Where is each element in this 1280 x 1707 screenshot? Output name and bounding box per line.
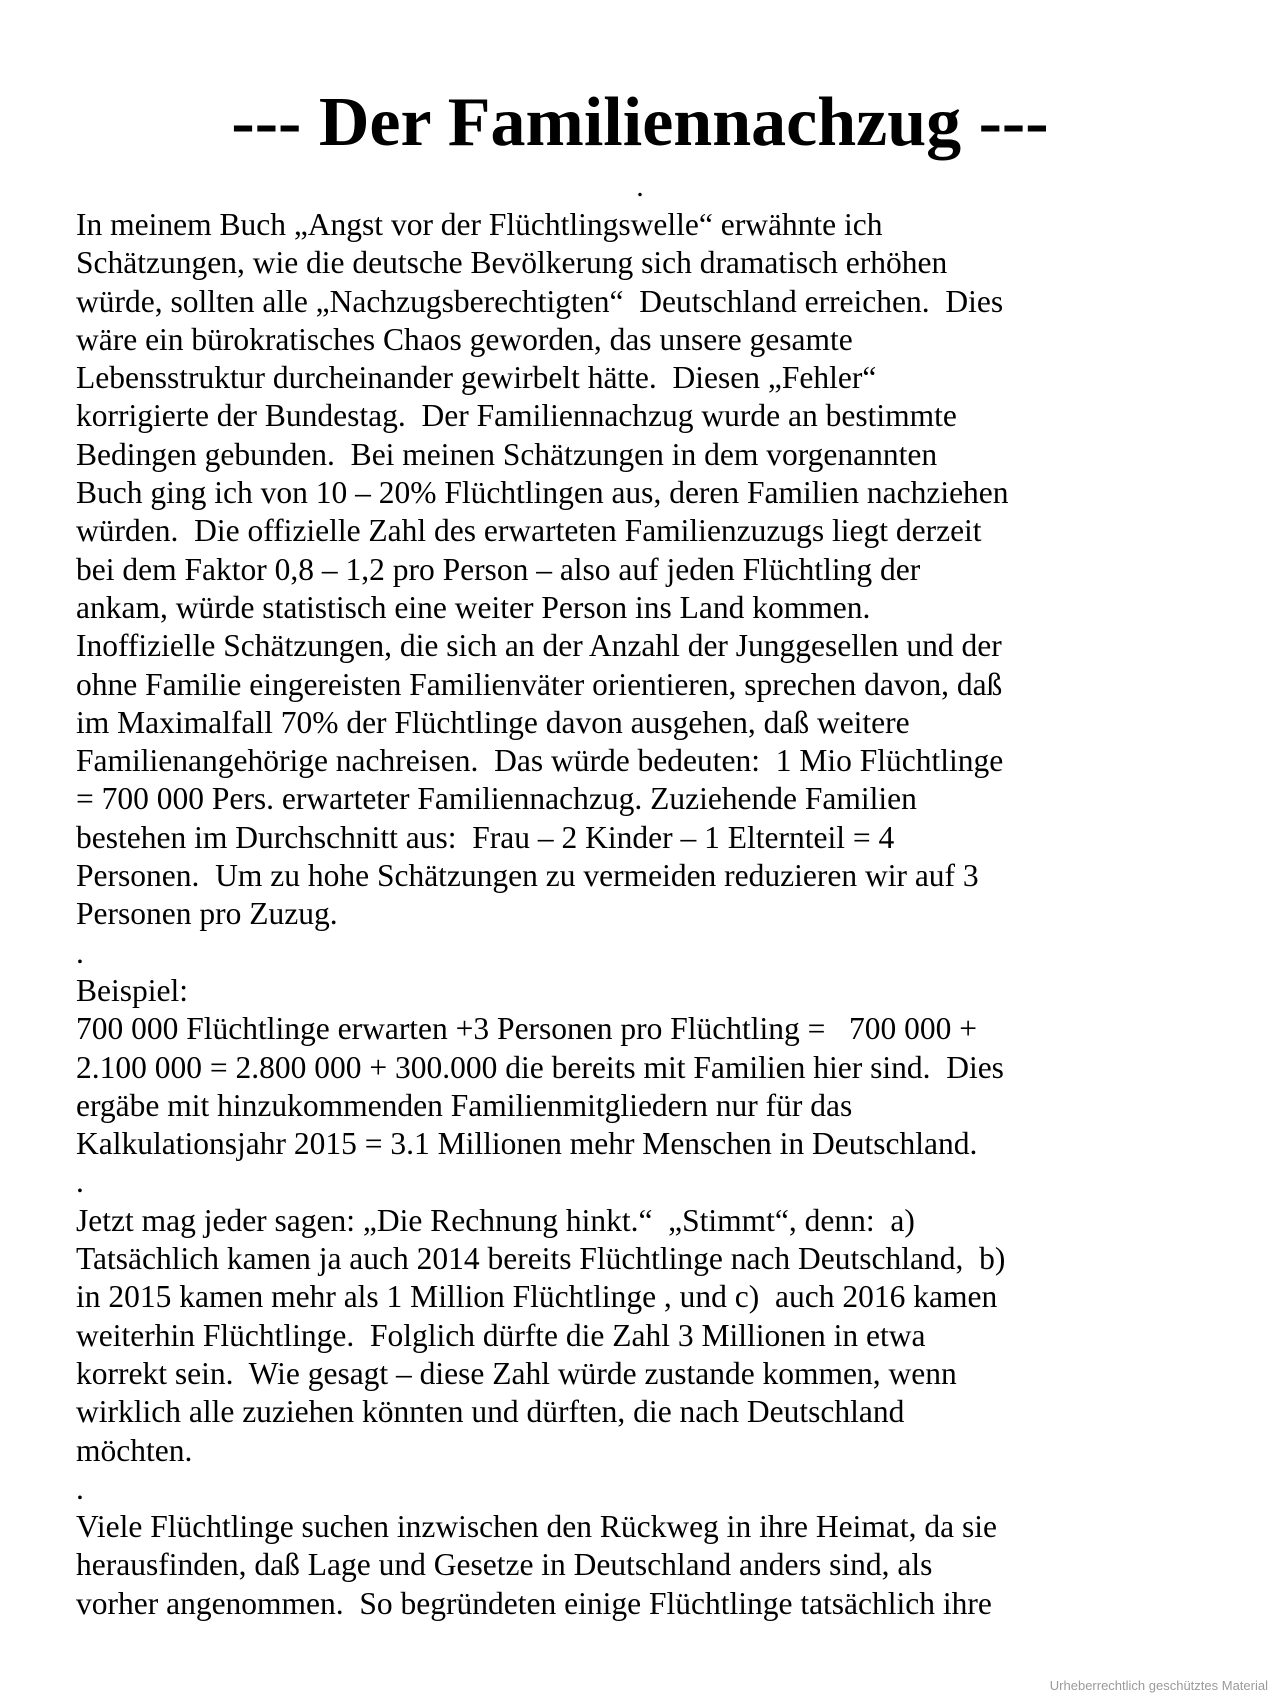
separator-dot: .	[76, 1164, 84, 1200]
text-line: Personen. Um zu hohe Schätzungen zu vermeiden reduzieren wir auf 3	[76, 858, 979, 894]
text-line: Schätzungen, wie die deutsche Bevölkerung sich dramatisch erhöhen	[76, 245, 948, 281]
text-line: 700 000 Flüchtlinge erwarten +3 Personen pro Flüchtling = 700 000 +	[76, 1011, 978, 1047]
text-line: ohne Familie eingereisten Familienväter orientieren, sprechen davon, daß	[76, 666, 1003, 702]
text-line: möchten.	[76, 1432, 193, 1468]
text-line: Personen pro Zuzug.	[76, 896, 338, 932]
text-line: würde, sollten alle „Nachzugsberechtigten“ Deutschland erreichen. Dies	[76, 283, 1004, 319]
text-line: Inoffizielle Schätzungen, die sich an der Anzahl der Junggesellen und der	[76, 628, 1002, 664]
text-line: = 700 000 Pers. erwarteter Familiennachzug. Zuziehende Familien	[76, 781, 917, 817]
text-line: wirklich alle zuziehen könnten und dürften, die nach Deutschland	[76, 1394, 905, 1430]
example-heading: Beispiel:	[76, 972, 188, 1008]
text-line: in 2015 kamen mehr als 1 Million Flüchtlinge , und c) auch 2016 kamen	[76, 1279, 998, 1315]
text-line: In meinem Buch „Angst vor der Flüchtlingswelle“ erwähnte ich	[76, 207, 883, 242]
text-line: im Maximalfall 70% der Flüchtlinge davon ausgehen, daß weitere	[76, 704, 910, 740]
text-line: Tatsächlich kamen ja auch 2014 bereits Flüchtlinge nach Deutschland, b)	[76, 1241, 1006, 1277]
text-line: Bedingen gebunden. Bei meinen Schätzungen in dem vorgenannten	[76, 436, 938, 472]
text-line: Kalkulationsjahr 2015 = 3.1 Millionen mehr Menschen in Deutschland.	[76, 1126, 978, 1162]
separator-dot: .	[76, 934, 84, 970]
text-line: korrekt sein. Wie gesagt – diese Zahl würde zustande kommen, wenn	[76, 1355, 957, 1391]
text-line: weiterhin Flüchtlinge. Folglich dürfte die Zahl 3 Millionen in etwa	[76, 1317, 926, 1353]
text-line: korrigierte der Bundestag. Der Familiennachzug wurde an bestimmte	[76, 398, 957, 434]
text-line: Lebensstruktur durcheinander gewirbelt hätte. Diesen „Fehler“	[76, 360, 877, 396]
copyright-watermark: Urheberrechtlich geschütztes Material	[1049, 1678, 1268, 1693]
title-separator-dot: .	[636, 170, 644, 203]
text-line: wäre ein bürokratisches Chaos geworden, das unsere gesamte	[76, 321, 853, 357]
document-body	[76, 206, 1276, 1623]
text-line: bei dem Faktor 0,8 – 1,2 pro Person – also auf jeden Flüchtling der	[76, 551, 921, 587]
text-line: ergäbe mit hinzukommenden Familienmitgliedern nur für das	[76, 1087, 853, 1123]
text-line: herausfinden, daß Lage und Gesetze in Deutschland anders sind, als	[76, 1547, 933, 1583]
text-line: würden. Die offizielle Zahl des erwarteten Familienzuzugs liegt derzeit	[76, 513, 982, 549]
text-line: Buch ging ich von 10 – 20% Flüchtlingen aus, deren Familien nachziehen	[76, 475, 1009, 511]
text-line: Jetzt mag jeder sagen: „Die Rechnung hinkt.“ „Stimmt“, denn: a)	[76, 1202, 915, 1238]
separator-dot: .	[76, 1470, 84, 1506]
page-title: --- Der Familiennachzug ---	[231, 84, 1049, 161]
text-line: vorher angenommen. So begründeten einige Flüchtlinge tatsächlich ihre	[76, 1585, 992, 1621]
text-line: Familienangehörige nachreisen. Das würde bedeuten: 1 Mio Flüchtlinge	[76, 743, 1004, 779]
text-line: ankam, würde statistisch eine weiter Person ins Land kommen.	[76, 589, 871, 625]
text-line: bestehen im Durchschnitt aus: Frau – 2 Kinder – 1 Elternteil = 4	[76, 819, 895, 855]
text-line: 2.100 000 = 2.800 000 + 300.000 die bereits mit Familien hier sind. Dies	[76, 1049, 1004, 1085]
text-line: Viele Flüchtlinge suchen inzwischen den Rückweg in ihre Heimat, da sie	[76, 1509, 997, 1545]
